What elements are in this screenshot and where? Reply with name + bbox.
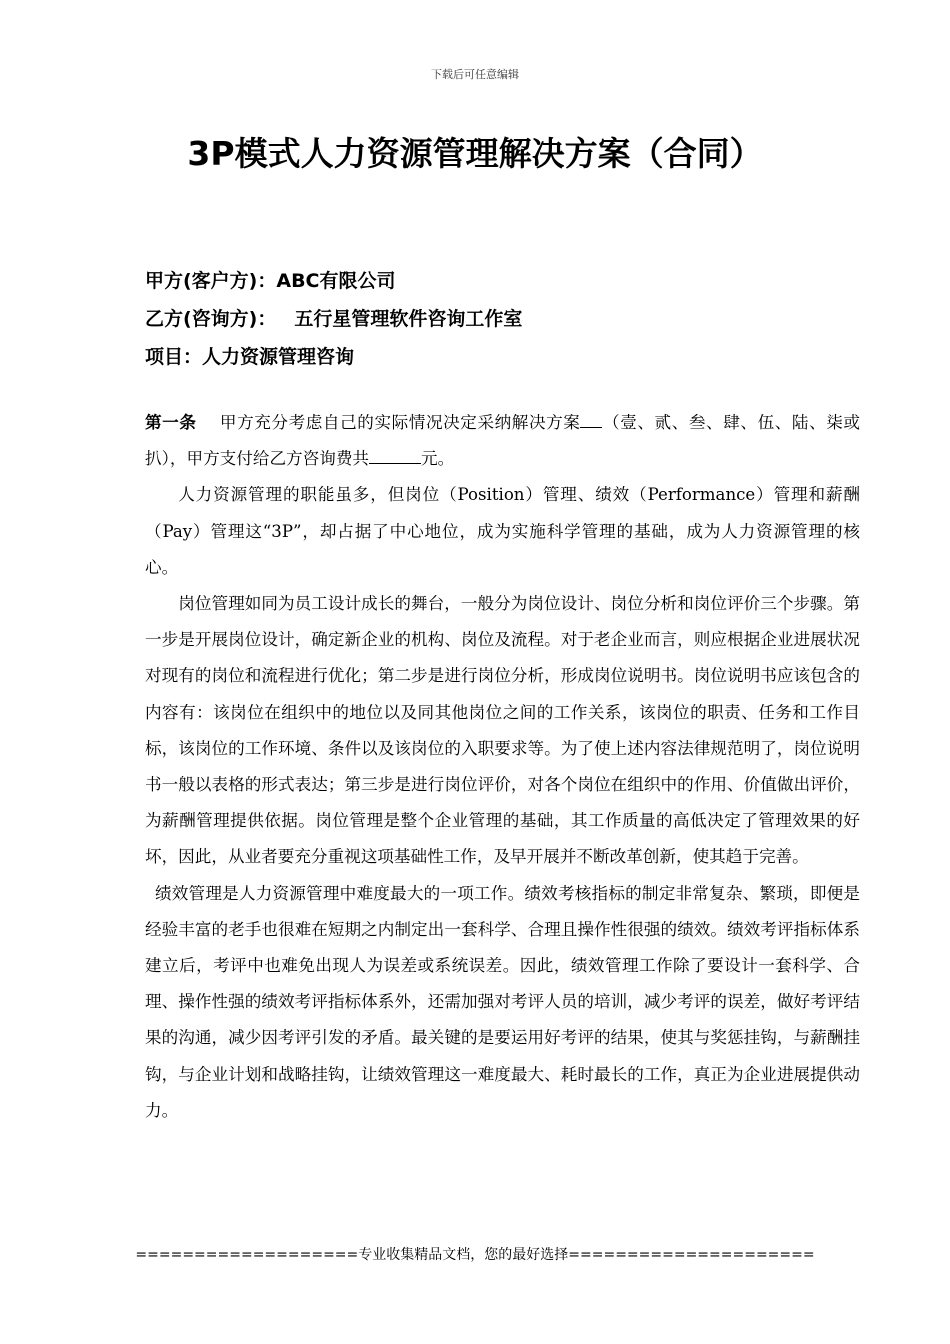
project-label: 项目： (145, 346, 203, 368)
party-a-label: 甲方(客户方)： (145, 270, 277, 292)
party-a-line (145, 262, 865, 300)
project-value: 人力资源管理咨询 (202, 346, 355, 368)
contract-body (145, 405, 860, 1129)
project-line (145, 338, 865, 376)
paragraph-position-management: 岗位管理如同为员工设计成长的舞台，一般分为岗位设计、岗位分析和岗位评价三个步骤。第一步是开展岗位设计，确定新企业的机构、岗位及流程。对于老企业而言，则应根据企业进展状况对现有的岗位和流程进行优化；第二步是进行岗位分析，形成岗位说明书。岗位说明书应该包含的内容有：该岗位在组织中的地位以及同其他岗位之间的工作关系，该岗位的职责、任务和工作目标，该岗位的工作环境、条件以及该岗位的入职要求等。为了使上述内容法律规范明了，岗位说明书一般以表格的形式表达；第三步是进行岗位评价，对各个岗位在组织中的作用、价值做出评价，为薪酬管理提供依据。岗位管理是整个企业管理的基础，其工作质量的高低决定了管理效果的好坏，因此，从业者要充分重视这项基础性工作，及早开展并不断改革创新，使其趋于完善。 (145, 594, 860, 867)
article-1 (145, 405, 860, 477)
article-1-label: 第一条 (145, 413, 197, 432)
paragraph-performance-management: 绩效管理是人力资源管理中难度最大的一项工作。绩效考核指标的制定非常复杂、繁琐，即便是经验丰富的老手也很难在短期之内制定出一套科学、合理且操作性很强的绩效。绩效考评指标体系建立后，考评中也难免出现人为误差或系统误差。因此，绩效管理工作除了要设计一套科学、合理、操作性强的绩效考评指标体系外，还需加强对考评人员的培训，减少考评的误差，做好考评结果的沟通，减少因考评引发的矛盾。最关键的是要运用好考评的结果，使其与奖惩挂钩，与薪酬挂钩，与企业计划和战略挂钩，让绩效管理这一难度最大、耗时最长的工作，真正为企业进展提供动力。 (145, 883, 860, 1120)
document-title: 3P模式人力资源管理解决方案（合同） (187, 134, 763, 173)
fee-blank (369, 445, 421, 464)
article-1-text-a: 甲方充分考虑自己的实际情况决定采纳解决方案 (219, 413, 581, 432)
footer-line: ===================专业收集精品文档，您的最好选择===================== (135, 1247, 815, 1263)
paragraph-3p-intro: 人力资源管理的职能虽多，但岗位（Position）管理、绩效（Performance）管理和薪酬（Pay）管理这“3P”，却占据了中心地位，成为实施科学管理的基础，成为人力资源管理的核心。 (145, 485, 860, 577)
parties-block (145, 262, 865, 376)
party-b-label: 乙方(咨询方)： (145, 308, 277, 330)
party-b-value: 五行星管理软件咨询工作室 (294, 308, 523, 330)
article-1-text-c: 元。 (421, 449, 455, 469)
solution-blank (580, 409, 602, 428)
party-a-value: ABC有限公司 (276, 270, 396, 292)
party-b-line (145, 300, 865, 338)
header-note: 下载后可任意编辑 (431, 68, 519, 81)
article-1-text-b: （壹、贰、叁、肆、伍、陆、柒或扒），甲方支付给乙方咨询费共 (145, 413, 861, 469)
